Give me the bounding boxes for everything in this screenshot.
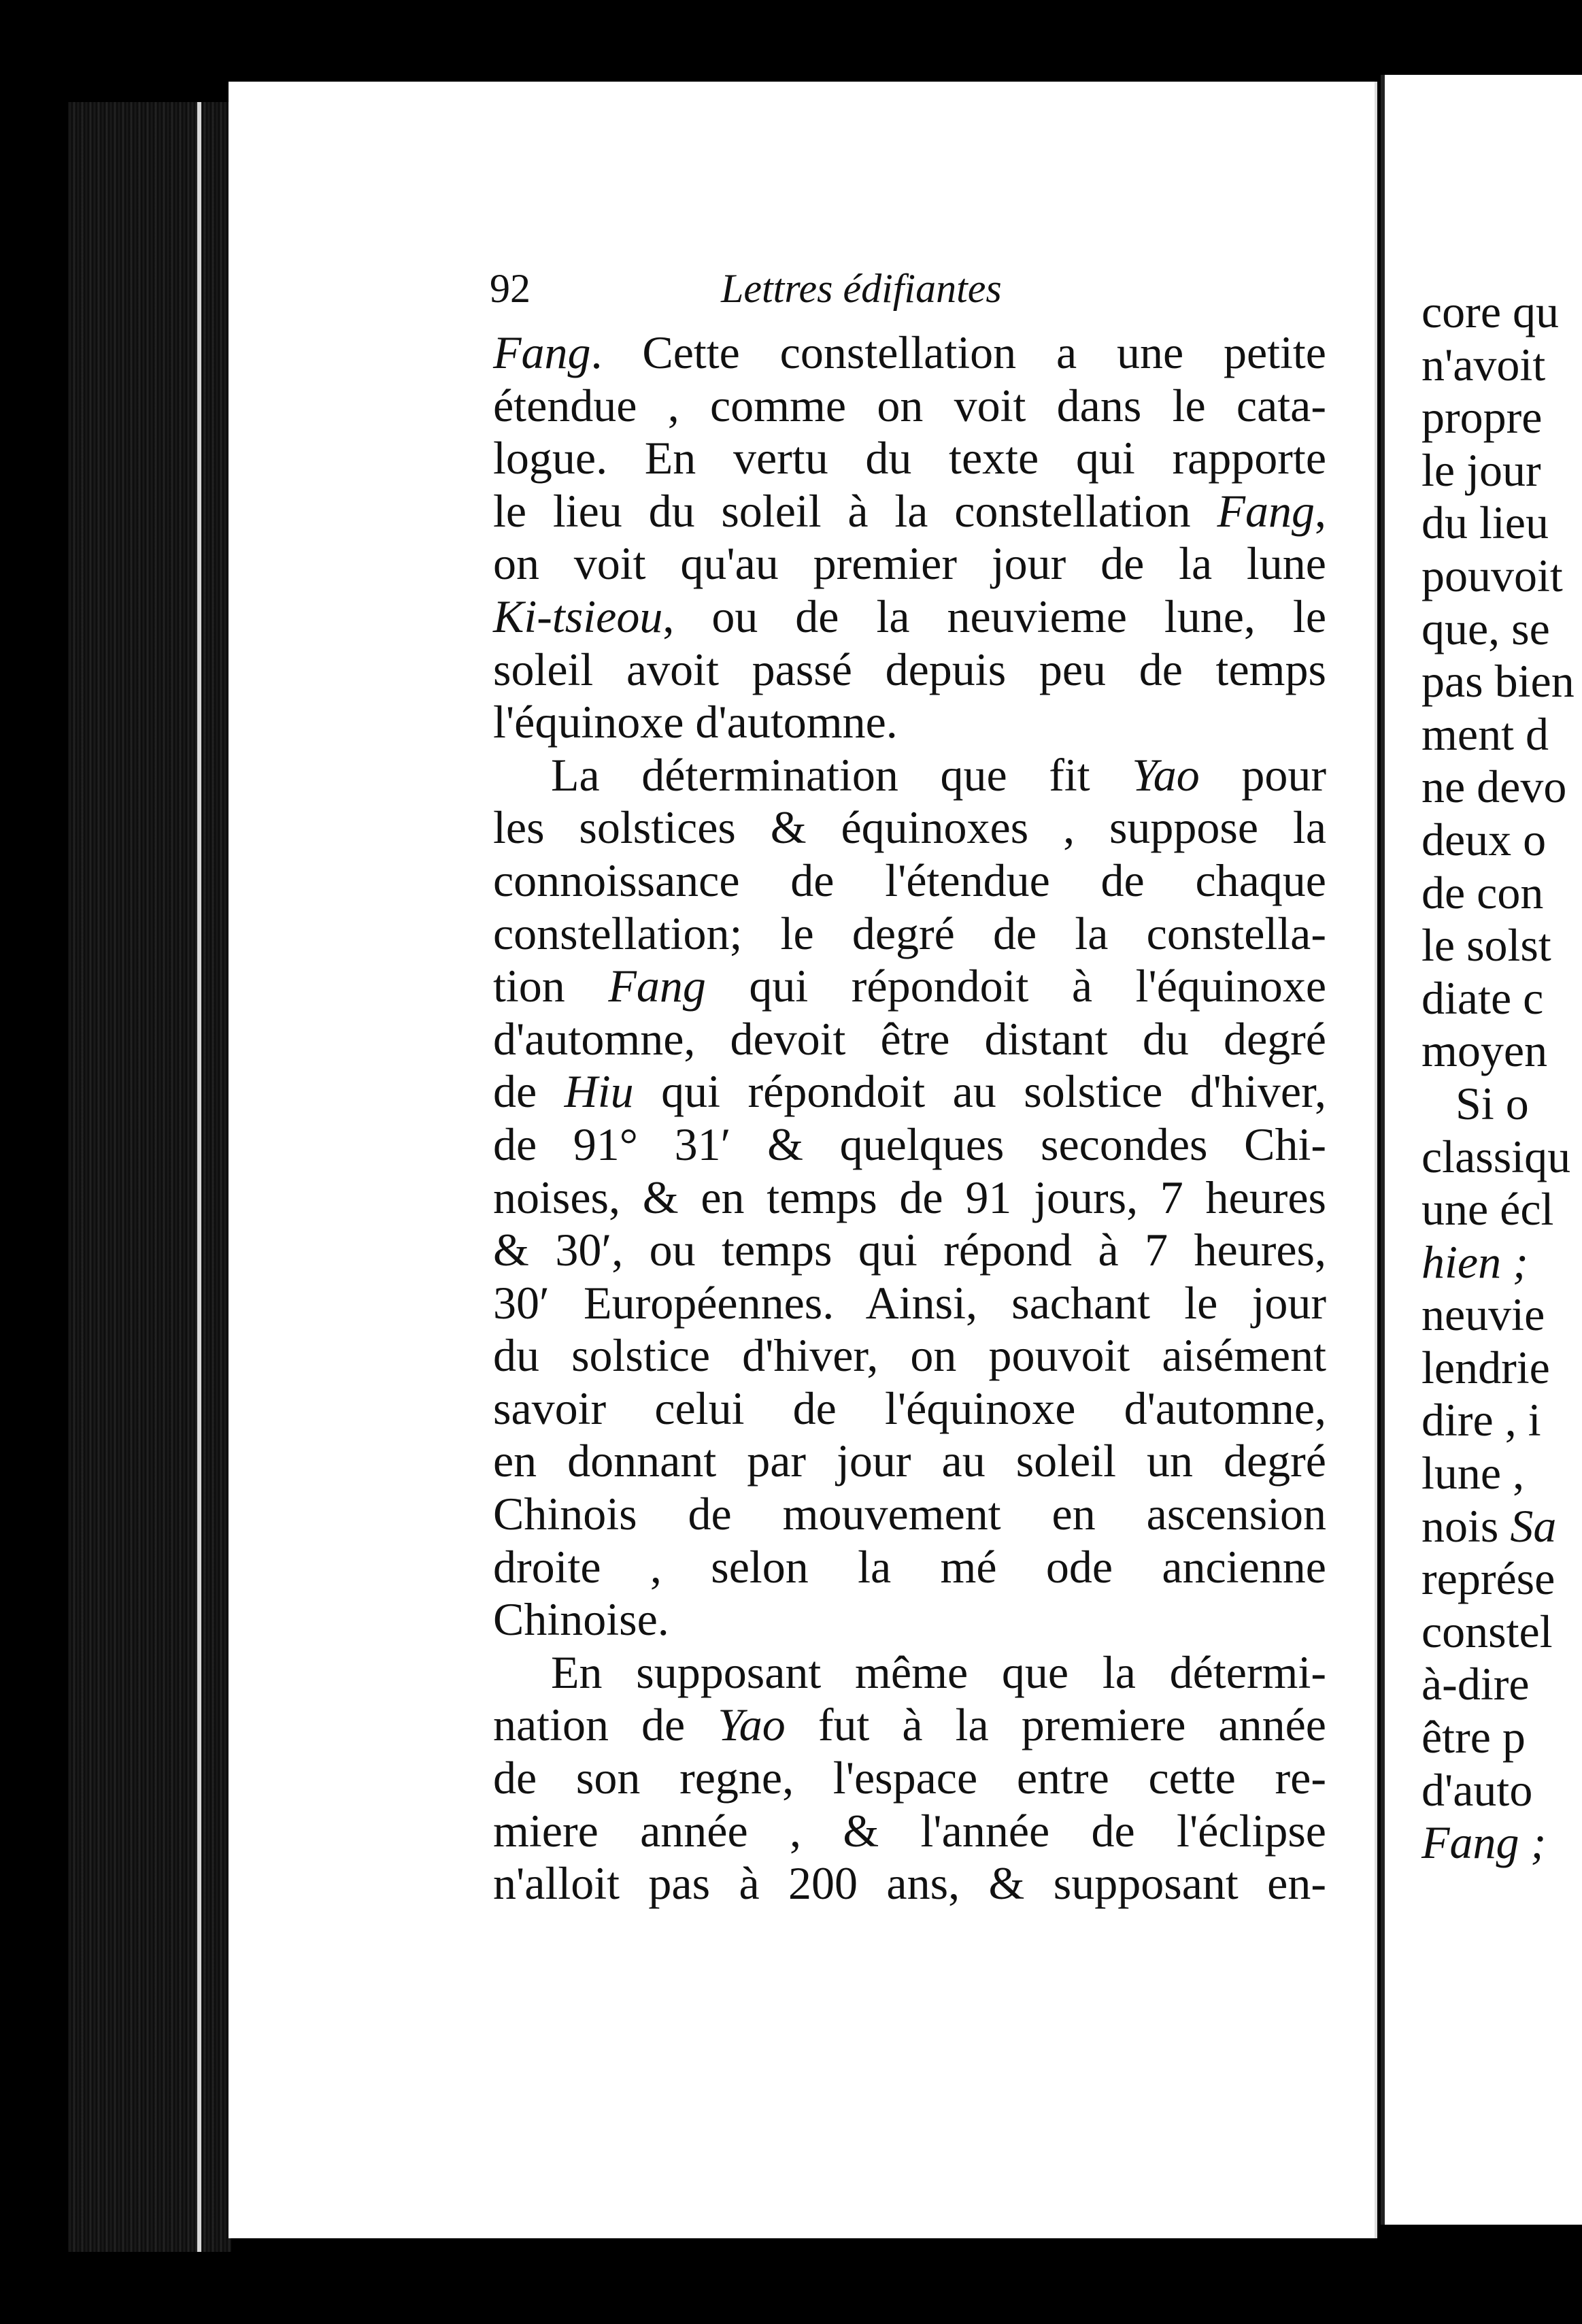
- italic-text: hien ;: [1421, 1235, 1528, 1288]
- text-segment: du solstice d'hiver, on pouvoit aisément: [493, 1329, 1326, 1382]
- text-segment: Si o: [1455, 1077, 1529, 1129]
- text-segment: que, se: [1421, 602, 1550, 654]
- text-segment: de son regne, l'espace entre cette re-: [493, 1752, 1326, 1804]
- text-segment: connoissance de l'étendue de chaque: [493, 854, 1326, 906]
- text-segment: dire , i: [1421, 1394, 1541, 1446]
- text-segment: ment d: [1421, 708, 1549, 760]
- left_page-line: [493, 644, 1326, 697]
- text-segment: l'équinoxe d'automne.: [493, 696, 898, 748]
- text-segment: propre: [1421, 391, 1543, 444]
- book-page-edges: [68, 102, 231, 2252]
- text-segment: être p: [1421, 1711, 1526, 1763]
- left_page-line: [493, 1277, 1326, 1330]
- text-segment: d'auto: [1421, 1763, 1533, 1816]
- right_page-line: [1421, 444, 1582, 497]
- text-segment: soleil avoit passé depuis peu de temps: [493, 643, 1326, 695]
- page-number: 92: [490, 266, 531, 311]
- left_page-line: [493, 1172, 1326, 1225]
- text-segment: de: [493, 1065, 565, 1118]
- right_page-line: [1421, 1236, 1582, 1289]
- text-segment: ne devo: [1421, 761, 1567, 813]
- italic-text: Yao: [718, 1699, 786, 1751]
- right_page-line: [1421, 708, 1582, 761]
- text-segment: . Cette constellation a une petite: [590, 327, 1326, 378]
- italic-text: Fang: [493, 327, 591, 378]
- text-segment: représe: [1421, 1553, 1555, 1605]
- text-segment: du lieu: [1421, 497, 1549, 549]
- text-segment: le lieu du soleil à la constellation: [493, 484, 1217, 537]
- left_page-line: [493, 1065, 1326, 1118]
- text-segment: n'avoit: [1421, 338, 1546, 391]
- text-segment: neuvie: [1421, 1289, 1545, 1341]
- text-segment: une écl: [1421, 1183, 1554, 1235]
- right_page-line: [1421, 1289, 1582, 1342]
- text-segment: n'alloit pas à 200 ans, & supposant en-: [493, 1857, 1326, 1910]
- text-segment: qui répondoit à l'équinoxe: [705, 960, 1326, 1012]
- text-segment: classiqu: [1421, 1130, 1571, 1182]
- text-segment: pas bien: [1421, 655, 1575, 708]
- text-segment: de 91° 31′ & quelques secondes Chi-: [493, 1118, 1326, 1170]
- text-segment: constel: [1421, 1605, 1553, 1657]
- right_page-line: [1421, 1131, 1582, 1184]
- left_page-line: [493, 1488, 1326, 1541]
- text-segment: core qu: [1421, 286, 1560, 337]
- right_page-line: [1421, 1658, 1582, 1711]
- left_page-line: [493, 1857, 1326, 1910]
- right_page-line: [1421, 867, 1582, 920]
- right_page-line: [1421, 814, 1582, 867]
- left_page-line: [493, 537, 1326, 591]
- italic-text: Fang: [608, 960, 706, 1012]
- left_page-line: [493, 1329, 1326, 1382]
- text-segment: diate c: [1421, 972, 1544, 1024]
- left_page-line: [493, 1699, 1326, 1752]
- text-segment: nois: [1421, 1499, 1511, 1552]
- right_page-line: [1421, 391, 1582, 444]
- left_page-line: [493, 1593, 1326, 1646]
- left_page-line: [493, 749, 1326, 802]
- text-segment: le solst: [1421, 919, 1551, 972]
- left_page-line: [493, 1646, 1326, 1699]
- left_page-line: [493, 1013, 1326, 1066]
- left_page-line: [493, 696, 1326, 749]
- left_page-line: [493, 1752, 1326, 1805]
- left_page-line: [493, 485, 1326, 538]
- text-segment: étendue , comme on voit dans le cata-: [493, 379, 1326, 431]
- left_page-line: [493, 432, 1326, 485]
- text-segment: qui répondoit au solstice d'hiver,: [633, 1065, 1326, 1118]
- italic-text: Hiu: [564, 1065, 634, 1118]
- left_page-line: [493, 1805, 1326, 1858]
- right_page-line: [1421, 1816, 1582, 1870]
- text-segment: constellation; le degré de la constella-: [493, 907, 1326, 959]
- italic-text: Ki-tsieou: [493, 590, 663, 642]
- right_page-line: [1421, 919, 1582, 972]
- text-segment: La détermination que fit: [551, 748, 1132, 801]
- page-header: [490, 265, 1061, 320]
- text-segment: moyen: [1421, 1025, 1548, 1077]
- page-edge-line: [197, 102, 201, 2252]
- right_page-line: [1421, 1183, 1582, 1236]
- right-page-text: [1421, 286, 1582, 1870]
- right_page-line: [1421, 1500, 1582, 1553]
- text-segment: droite , selon la mé ode ancienne: [493, 1540, 1326, 1593]
- text-segment: le jour: [1421, 444, 1541, 496]
- left_page-line: [493, 854, 1326, 908]
- right_page-line: [1421, 1553, 1582, 1606]
- text-segment: on voit qu'au premier jour de la lune: [493, 537, 1326, 590]
- left_page-line: [493, 1224, 1326, 1277]
- text-segment: 30′ Européennes. Ainsi, sachant le jour: [493, 1276, 1326, 1329]
- italic-text: Fang ;: [1421, 1816, 1547, 1869]
- right_page-line: [1421, 1606, 1582, 1659]
- italic-text: Sa: [1510, 1499, 1557, 1552]
- text-segment: Chinois de mouvement en ascension: [493, 1488, 1326, 1540]
- right_page-line: [1421, 1394, 1582, 1447]
- left_page-line: [493, 380, 1326, 433]
- right_page-line: [1421, 1025, 1582, 1078]
- text-segment: miere année , & l'année de l'éclipse: [493, 1804, 1326, 1857]
- left_page-line: [493, 1118, 1326, 1172]
- text-segment: , ou de la neuvieme lune, le: [662, 590, 1326, 642]
- left_page-line: [493, 801, 1326, 854]
- right_page-line: [1421, 603, 1582, 656]
- left-page-text: [493, 327, 1326, 1910]
- text-segment: les solstices & équinoxes , suppose la: [493, 801, 1326, 854]
- text-segment: fut à la premiere année: [785, 1699, 1326, 1751]
- text-segment: Chinoise.: [493, 1593, 669, 1646]
- text-segment: de con: [1421, 866, 1544, 918]
- text-segment: lune ,: [1421, 1447, 1525, 1499]
- italic-text: Fang: [1217, 484, 1315, 537]
- text-segment: pouvoit: [1421, 549, 1563, 601]
- right_page-line: [1421, 655, 1582, 708]
- left_page-line: [493, 591, 1326, 644]
- right_page-line: [1421, 550, 1582, 603]
- left_page-line: [493, 327, 1326, 380]
- text-segment: ,: [1315, 484, 1326, 537]
- right_page-line: [1421, 1447, 1582, 1500]
- text-segment: En supposant même que la détermi-: [551, 1646, 1326, 1698]
- right_page-line: [1421, 972, 1582, 1025]
- text-segment: lendrie: [1421, 1341, 1550, 1393]
- text-segment: tion: [493, 960, 609, 1012]
- left_page-line: [493, 908, 1326, 961]
- text-segment: savoir celui de l'équinoxe d'automne,: [493, 1382, 1326, 1434]
- left_page-line: [493, 1541, 1326, 1594]
- left_page-line: [493, 1382, 1326, 1435]
- right_page-line: [1421, 497, 1582, 550]
- right_page-line: [1421, 1711, 1582, 1764]
- text-segment: en donnant par jour au soleil un degré: [493, 1435, 1326, 1487]
- left_page-line: [493, 1435, 1326, 1488]
- text-segment: noises, & en temps de 91 jours, 7 heures: [493, 1171, 1326, 1223]
- text-segment: logue. En vertu du texte qui rapporte: [493, 432, 1326, 484]
- text-segment: deux o: [1421, 813, 1547, 865]
- text-segment: nation de: [493, 1699, 718, 1751]
- right_page-line: [1421, 1764, 1582, 1817]
- right_page-line: [1421, 286, 1582, 339]
- text-segment: & 30′, ou temps qui répond à 7 heures,: [493, 1224, 1326, 1276]
- running-head: Lettres édifiantes: [721, 266, 1002, 311]
- text-segment: à-dire: [1421, 1658, 1530, 1710]
- left_page-line: [493, 960, 1326, 1013]
- text-segment: pour: [1199, 748, 1326, 801]
- italic-text: Yao: [1132, 748, 1200, 801]
- right_page-line: [1421, 1078, 1582, 1131]
- right_page-line: [1421, 761, 1582, 814]
- right_page-line: [1421, 339, 1582, 392]
- right_page-line: [1421, 1342, 1582, 1395]
- text-segment: d'automne, devoit être distant du degré: [493, 1012, 1326, 1065]
